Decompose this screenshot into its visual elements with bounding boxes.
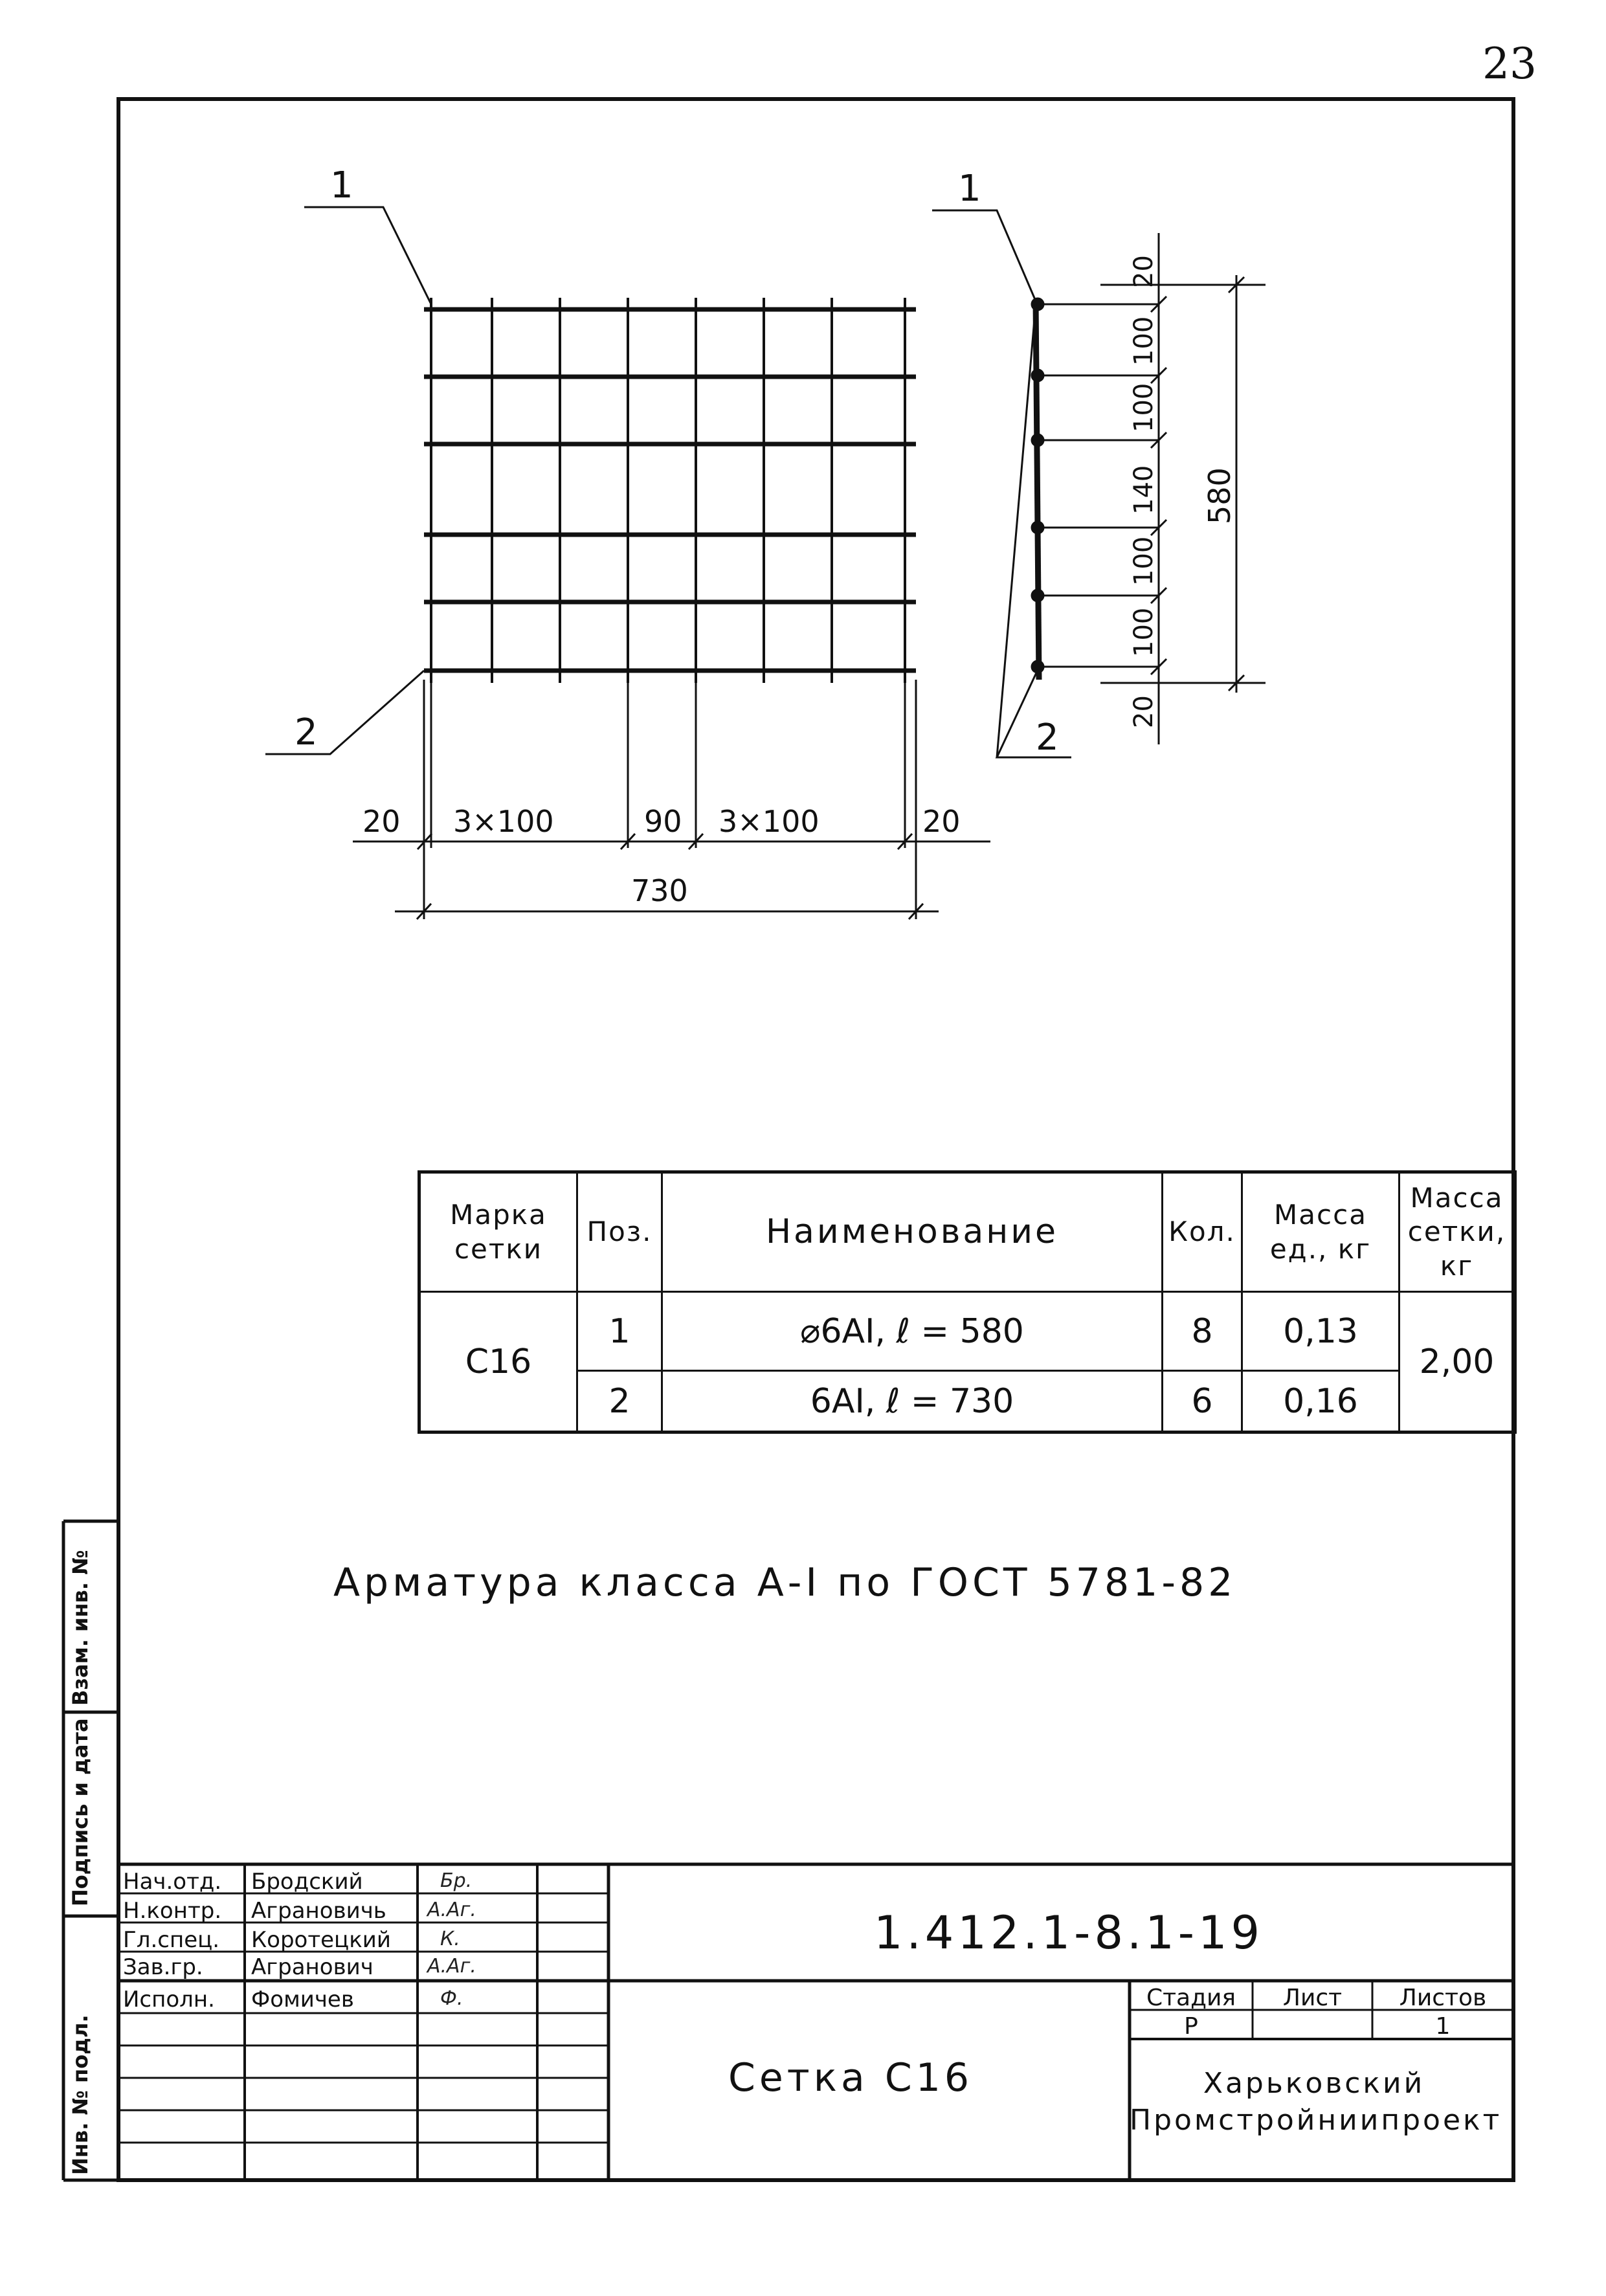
row2-name: 6АI, ℓ = 730	[662, 1371, 1163, 1432]
page-number: 23	[1482, 39, 1537, 89]
plan-callout-2: 2	[295, 711, 318, 753]
section-dim-1: 20	[1129, 255, 1159, 288]
name-executor: Фомичев	[251, 1987, 354, 2012]
mesh-transverse-bars	[431, 298, 905, 683]
row2-unit-mass: 0,16	[1242, 1371, 1400, 1432]
stage-header: Стадия	[1146, 1985, 1236, 2011]
signature-department-head: Бр.	[440, 1869, 473, 1892]
row2-position: 2	[577, 1371, 662, 1432]
plan-leaders	[265, 207, 431, 754]
header-mark: Марка сетки	[419, 1172, 577, 1292]
side-label-replaced-inventory: Взам. инв. №	[68, 1550, 93, 1706]
section-leaders	[932, 210, 1071, 757]
signature-group-head: А.Аг.	[427, 1955, 476, 1978]
row1-quantity: 8	[1163, 1292, 1242, 1371]
header-unit-mass: Масса ед., кг	[1242, 1172, 1400, 1292]
plan-dim-span-left: 3×100	[453, 804, 554, 839]
header-mesh-mass: Масса сетки, кг	[1400, 1172, 1515, 1292]
organization	[1130, 2065, 1502, 2139]
role-department-head: Нач.отд.	[123, 1869, 222, 1895]
row1-name: ⌀6АI, ℓ = 580	[662, 1292, 1163, 1371]
section-dim-5: 100	[1129, 536, 1159, 586]
header-position: Поз.	[577, 1172, 662, 1292]
signature-chief-specialist: К.	[440, 1928, 460, 1950]
sheets-value: 1	[1435, 2013, 1451, 2040]
sheet-frame	[118, 99, 1513, 2180]
row1-unit-mass: 0,13	[1242, 1292, 1400, 1371]
section-dim-4: 140	[1129, 465, 1159, 515]
mesh-mark: С16	[419, 1292, 577, 1432]
sheets-header: Листов	[1399, 1985, 1487, 2011]
plan-dim-edge-left: 20	[362, 804, 401, 839]
plan-dim-middle: 90	[644, 804, 682, 839]
role-group-head: Зав.гр.	[123, 1954, 203, 1980]
name-group-head: Агранович	[251, 1954, 374, 1980]
role-executor: Исполн.	[123, 1987, 215, 2012]
document-code: 1.412.1-8.1-19	[874, 1906, 1264, 1959]
side-label-signature-date: Подпись и дата	[68, 1718, 93, 1906]
specification-table	[418, 1170, 1517, 1434]
organization-line-1: Харьковский	[1203, 2067, 1425, 2100]
name-norm-control: Аграновичь	[251, 1898, 386, 1924]
sheet-title: Сетка С16	[728, 2055, 974, 2101]
signature-executor: Ф.	[440, 1987, 463, 2010]
plan-dim-span-right: 3×100	[719, 804, 820, 839]
section-dim-overall: 580	[1202, 467, 1237, 524]
signature-norm-control: А.Аг.	[427, 1899, 476, 1921]
row1-position: 1	[577, 1292, 662, 1371]
section-callout-1: 1	[958, 168, 981, 210]
section-dim-2: 100	[1129, 316, 1159, 366]
side-label-inventory: Инв. № подл.	[68, 2014, 93, 2175]
name-department-head: Бродский	[251, 1869, 363, 1895]
reinforcement-note: Арматура класса А-I по ГОСТ 5781-82	[333, 1560, 1237, 1605]
plan-dim-edge-right: 20	[922, 804, 961, 839]
plan-dim-overall: 730	[631, 873, 688, 908]
header-quantity: Кол.	[1163, 1172, 1242, 1292]
section-dim-6: 100	[1129, 607, 1159, 657]
mesh-total-mass: 2,00	[1400, 1292, 1515, 1432]
stage-value: Р	[1184, 2013, 1198, 2040]
name-chief-specialist: Коротецкий	[251, 1927, 391, 1953]
header-name: Наименование	[662, 1172, 1163, 1292]
row2-quantity: 6	[1163, 1371, 1242, 1432]
role-norm-control: Н.контр.	[123, 1898, 222, 1924]
organization-line-2: Промстройниипроект	[1130, 2104, 1502, 2137]
section-dim-7: 20	[1129, 695, 1159, 728]
sheet-header: Лист	[1282, 1985, 1343, 2011]
plan-callout-1: 1	[330, 164, 353, 206]
mesh-plan	[424, 298, 916, 683]
role-chief-specialist: Гл.спец.	[123, 1927, 220, 1953]
section-dim-3: 100	[1129, 383, 1159, 432]
mesh-longitudinal-bars	[424, 309, 916, 671]
section-callout-2: 2	[1036, 717, 1059, 759]
